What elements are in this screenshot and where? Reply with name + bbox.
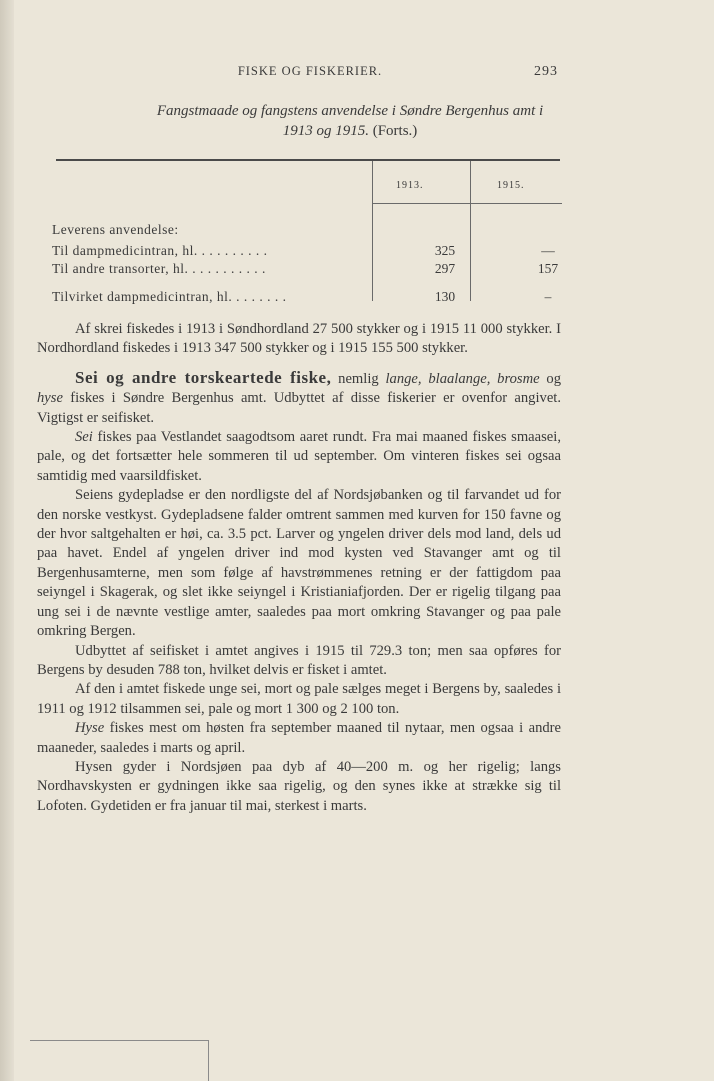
body-text (37, 320, 561, 816)
table-caption (40, 101, 660, 141)
paragraph-yield: Udbyttet af seifisket i amtet angives i 1915 til 729.3 ton; men saa opføres for Bergens by desuden 788 ton, hvilket delvis er fisket i amtet. (37, 642, 561, 678)
page-header (0, 64, 714, 82)
text-span: fiskes i Søndre Bergenhus amt. Udbyttet af disse fiskerier er ovenfor angivet. Vigtigst er seifisket. (37, 390, 561, 426)
table-row (52, 261, 572, 279)
table-row (52, 243, 572, 261)
value-1913: 297 (434, 261, 456, 276)
paragraph-sei-intro (37, 368, 561, 428)
text-span: og (539, 370, 562, 387)
fish-name-sei: Sei (75, 429, 93, 446)
row-label: Til andre transorter, hl. . . . . . . . . . . (52, 261, 266, 276)
caption-line-1: Fangstmaade og fangstens anvendelse i Søndre Bergenhus amt i (156, 103, 544, 119)
fish-names: lange, blaalange, brosme (385, 370, 540, 387)
column-header-1915: 1915. (497, 180, 525, 191)
page-spine-shadow (0, 0, 14, 1081)
row-label: Tilvirket dampmedicintran, hl. . . . . . . . (52, 289, 287, 304)
section-title: Sei og andre torskeartede fiske, (75, 367, 332, 387)
value-1913: 130 (434, 289, 456, 304)
table-group-label (52, 222, 572, 240)
paragraph-skrei: Af skrei fiskedes i 1913 i Søndhordland 27 500 stykker og i 1915 11 000 stykker. I Nordhordland fiskedes i 1913 347 500 stykker og i 1915 155 500 stykker. (37, 321, 561, 357)
paragraph-sei-season (37, 428, 561, 486)
caption-line-2 (40, 121, 660, 141)
fish-name-hyse: Hyse (75, 720, 105, 737)
paragraph-spawning: Seiens gydepladse er den nordligste del af Nordsjøbanken og til farvandet ud for den norske vestkyst. Gydepladsene falder omtrent sammen med kurven for 150 favne og der hvor saltgehalten er høi, ca. 3.5 pct. Larver og yngelen driver dels mod land, dels ud paa havet. Endel af yngelen driver ind mod kysten ved Stavanger amt og til Bergenhusamterne, men som følge af havstrømmenes retning er der fattigdom paa seiyngel i Skagerak, og slet ikke seiyngel i Kristianiafjorden. Der er rigelig tilgang paa ung sei i de nævnte vestlige amter, saaledes paa mort omkring Stavanger og paa pale omkring Bergen. (37, 487, 561, 640)
text-span: nemlig (331, 370, 386, 387)
value-1915: 157 (537, 261, 559, 276)
caption-years: 1913 og 1915. (282, 123, 369, 139)
column-header-1913: 1913. (396, 180, 424, 191)
value-1915: – (544, 289, 552, 304)
paragraph-hyse-season (37, 719, 561, 758)
value-1915: — (541, 243, 555, 258)
caption-forts: (Forts.) (372, 123, 418, 139)
table-header-rule (372, 203, 562, 204)
fish-name-hyse: hyse (37, 390, 63, 407)
text-span: fiskes paa Vestlandet saagodtsom aaret rundt. Fra mai maaned fiskes smaasei, pale, og det fortsætter hele sommeren til ud september. Om vinteren fiskes sei ogsaa samtidig med vaarsildfisket. (37, 429, 561, 484)
group-label: Leverens anvendelse: (52, 222, 179, 237)
library-stamp-corner (30, 1040, 209, 1081)
table-top-rule (56, 159, 560, 161)
row-label: Til dampmedicintran, hl. . . . . . . . . . (52, 243, 268, 258)
paragraph-hyse-spawning: Hysen gyder i Nordsjøen paa dyb af 40—200 m. og her rigelig; langs Nordhavskysten er gydningen ikke saa rigelig, og den synes ikke at strække sig til Lofoten. Gydetiden er fra januar til mai, sterkest i marts. (37, 758, 561, 814)
page-number: 293 (534, 64, 558, 79)
paragraph-bergen-sales: Af den i amtet fiskede unge sei, mort og pale sælges meget i Bergens by, saaledes i 1911 og 1912 tilsammen sei, pale og mort 1 300 og 2 100 ton. (37, 681, 561, 717)
running-head: FISKE OG FISKERIER. (237, 64, 383, 78)
text-span: fiskes mest om høsten fra september maaned til nytaar, men ogsaa i andre maaneder, saaledes i marts og april. (37, 720, 561, 756)
value-1913: 325 (434, 243, 456, 258)
table-row (52, 289, 572, 307)
